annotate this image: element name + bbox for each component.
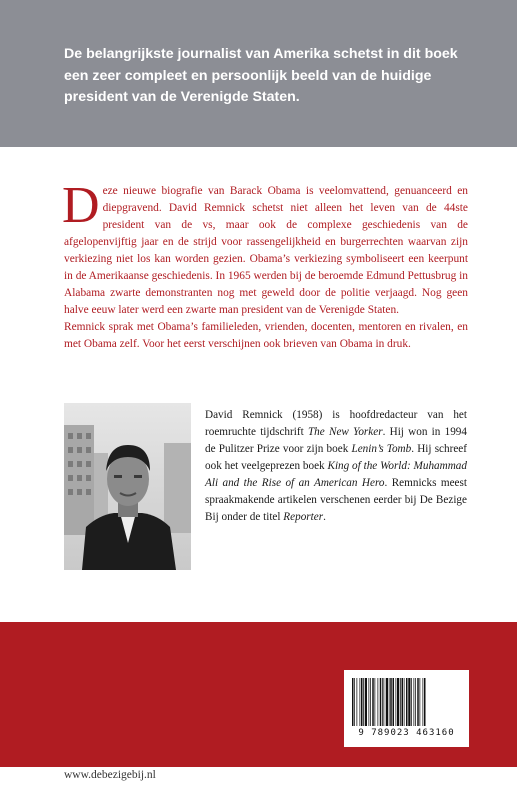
barcode-bar [360,678,361,726]
barcode-bar [415,678,416,726]
drop-cap: D [62,177,100,234]
barcode-bar [408,678,410,726]
description-paragraph-2: Remnick sprak met Obama’s familieleden, vrienden, docenten, mentoren en rivalen, en met Obama zelf. Voor het eerst verschijnen ook brieven van Obama in druk. [64,321,468,350]
bio-text-3: . Hij schreef ook het veelgeprezen boek [205,443,467,472]
isbn-barcode [344,670,469,747]
barcode-bar [396,678,397,726]
barcode-bar [402,678,404,726]
isbn-number: 9 789023 463160 [358,728,455,738]
barcode-bar [372,678,374,726]
book-title-2: King of the World: Muhammad Ali and the Rise of an American Hero [205,460,467,489]
barcode-bar [417,678,419,726]
bio-text-5: . [323,511,326,523]
barcode-bar [386,678,388,726]
barcode-bar [352,678,354,726]
top-banner [0,0,517,147]
barcode-bar [424,678,426,726]
barcode-bar [380,678,382,726]
description-paragraph-1: eze nieuwe biografie van Barack Obama is veelomvattend, genuanceerd en diepgravend. David Remnick schetst niet alleen het leven van de 44ste president van de vs, maar ook de complexe geschiedenis van de afgelopenvijftig jaar en de strijd voor rassengelijkheid en burgerrechten waarvan zijn verkiezing niet los kan worden gezien. Obama’s verkiezing symboliseert een keerpunt in de Amerikaanse geschiedenis. In 1965 werden bij de beroemde Edmund Pettusbrug in Alabama zwarte demonstranten nog met geweld door de politie verjaagd. Nog geen halve eeuw later werd een zwarte man president van de Verenigde Staten. [64,185,468,316]
barcode-bar [365,678,367,726]
barcode-bar [420,678,421,726]
barcode-bar [375,678,376,726]
barcode-bar [369,678,370,726]
barcode-bar [354,678,355,726]
barcode-bar [384,678,385,726]
book-description [62,177,468,353]
barcode-bar [404,678,405,726]
magazine-title: The New Yorker [307,426,383,438]
author-bio [205,407,467,526]
book-title-3: Reporter [283,511,324,523]
barcode-bar [423,678,424,726]
barcode-bar [361,678,363,726]
barcode-bar [397,678,399,726]
barcode-bar [390,678,392,726]
bio-text-1: David Remnick (1958) is hoofdredacteur van het roemruchte tijdschrift [205,409,467,438]
barcode-bar [382,678,383,726]
barcode-bar [414,678,415,726]
bio-text-2: . Hij won in 1994 de Pulitzer Prize voor zijn boek [205,426,467,455]
barcode-bar [400,678,401,726]
barcode-bar [357,678,358,726]
barcode-bars [350,678,463,726]
barcode-bar [370,678,371,726]
tagline: De belangrijkste journalist van Amerika schetst in dit boek een zeer compleet en persoonlijk beeld van de huidige president van de Verenigde Staten. [64,46,458,105]
bio-text-4: . Remnicks meest spraakmakende artikelen verschenen eerder bij De Bezige Bij onder de titel [205,477,467,523]
barcode-bar [378,678,379,726]
publisher-website: www.debezigebij.nl [64,769,156,781]
book-title-1: Lenin’s Tomb [351,443,412,455]
barcode-bar [411,678,412,726]
barcode-bar [393,678,395,726]
barcode-bar [363,678,364,726]
barcode-bar [389,678,390,726]
barcode-bar [406,678,408,726]
author-photo [64,403,191,570]
